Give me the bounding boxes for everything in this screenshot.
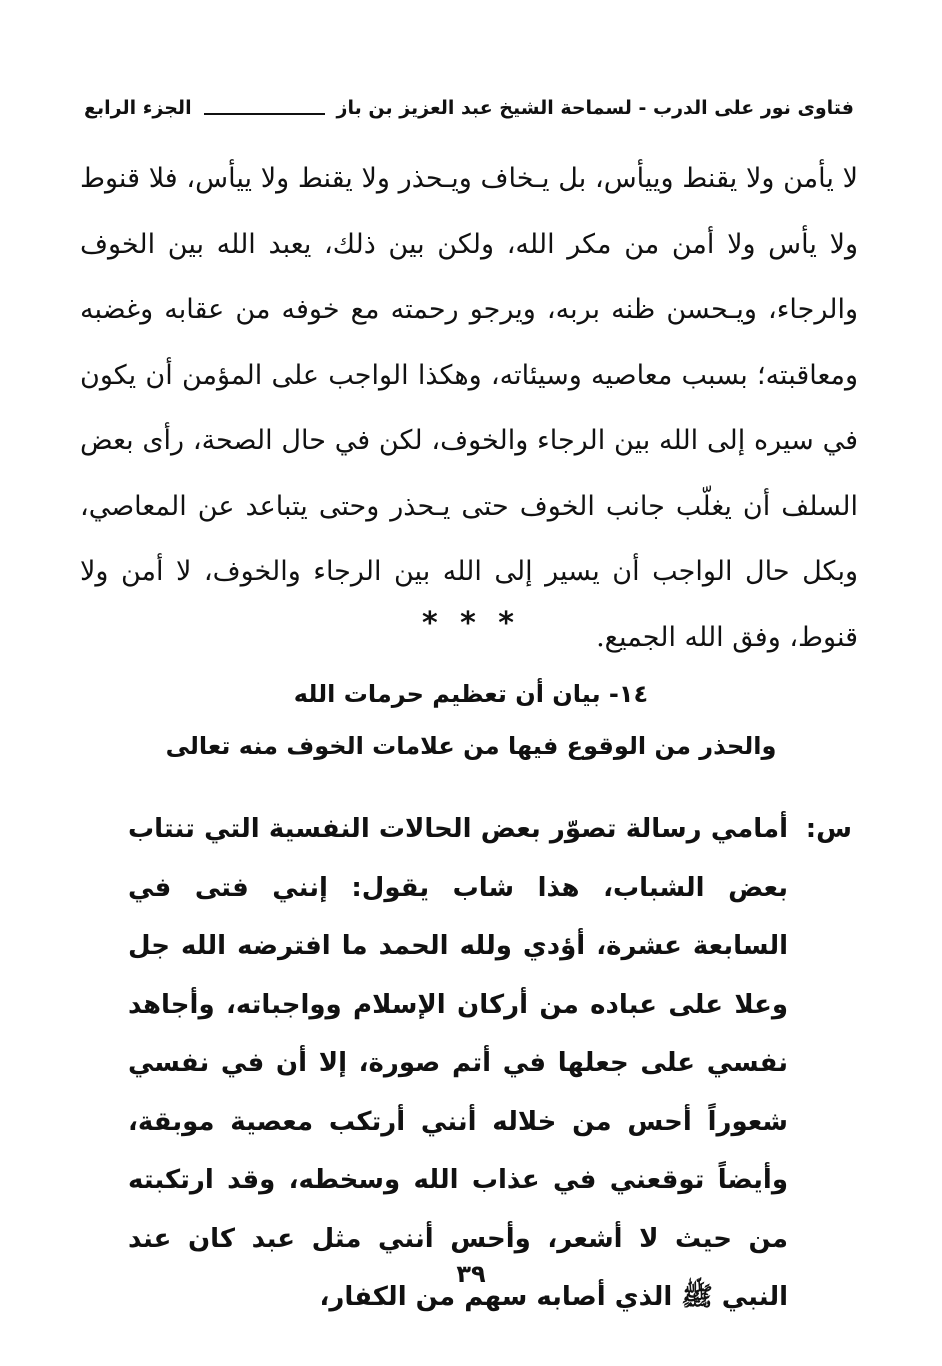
- body-paragraph: لا يأمن ولا يقنط وييأس، بل يـخاف ويـحذر ولا يقنط ولا ييأس، فلا قنوط ولا يأس ولا أمن من مكر الله، ولكن بين ذلك، يعبد الله بين الخوف والرجاء، ويـحسن ظنه بربه، ويرجو رحمته مع خوفه من عقابه وغضبه ومعاقبته؛ بسبب معاصيه وسيئاته، وهكذا الواجب على المؤمن أن يكون في سيره إلى الله بين الرجاء والخوف، لكن في حال الصحة، رأى بعض السلف أن يغلّب جانب الخوف حتى يـحذر وحتى يتباعد عن المعاصي، وبكل حال الواجب أن يسير إلى الله بين الرجاء والخوف، لا أمن ولا قنوط، وفق الله الجميع.: [80, 163, 858, 653]
- header-rule: [204, 113, 325, 115]
- running-header: [84, 88, 854, 122]
- question-label: س:: [805, 814, 852, 844]
- section-separator: * * *: [422, 606, 520, 641]
- question-block: [124, 800, 852, 1327]
- section-heading-line-1: ١٤- بيان أن تعظيم حرمات الله: [293, 680, 649, 708]
- section-heading-line-2: والحذر من الوقوع فيها من علامات الخوف منه تعالى: [165, 732, 777, 760]
- question-text: أمامي رسالة تصوّر بعض الحالات النفسية التي تنتاب بعض الشباب، هذا شاب يقول: إنني فتى في السابعة عشرة، أؤدي ولله الحمد ما افترضه الله جل وعلا على عباده من أركان الإسلام وواجباته، وأجاهد نفسي على جعلها في أتم صورة، إلا أن في نفسي شعوراً أحس من خلاله أنني أرتكب معصية موبقة، وأيضاً توقعني في عذاب الله وسخطه، وقد ارتكبته من حيث لا أشعر، وأحس أنني مثل عبد كان عند النبي ﷺ الذي أصابه سهم من الكفار،: [128, 814, 788, 1312]
- page-number: ٣٩: [456, 1260, 486, 1288]
- header-volume: الجزء الرابع: [84, 97, 192, 119]
- section-heading: [0, 668, 942, 772]
- header-title: فتاوى نور على الدرب - لسماحة الشيخ عبد العزيز بن باز: [336, 97, 854, 119]
